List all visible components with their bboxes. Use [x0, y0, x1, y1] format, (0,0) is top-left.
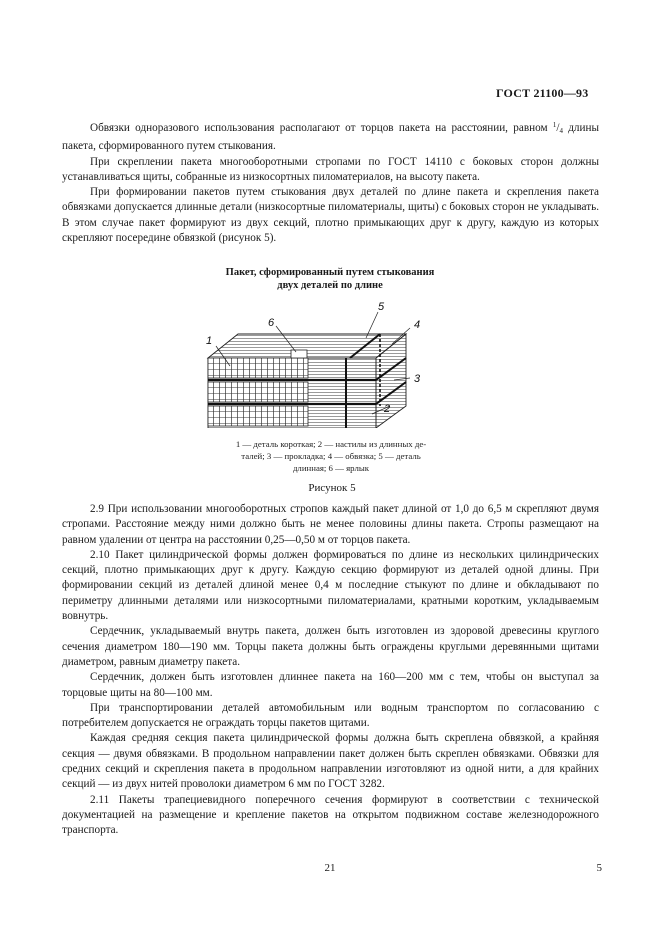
- paragraph-core-length: Сердечник, должен быть изготовлен длиннее пакета на 160—200 мм с тем, чтобы он выступал за торцовые щиты на 80—100 мм.: [62, 671, 599, 699]
- figure-title-line: двух деталей по длине: [277, 280, 383, 291]
- paragraph-core: Сердечник, укладываемый внутрь пакета, должен быть изготовлен из здоровой древесины круглого сечения диаметром 180—190 мм. Торцы пакета должны быть ограждены круглыми деревянными щитами диаметром, равным диаметру пакета.: [62, 625, 599, 668]
- paragraph-reusable-slings: При скреплении пакета многооборотными стропами по ГОСТ 14110 с боковых сторон должны устанавливаться щиты, собранные из низкосортных пиломатериалов, на высоту пакета.: [62, 155, 599, 183]
- callout-1: 1: [206, 335, 213, 347]
- section-before-figure: [62, 118, 599, 246]
- end-face-tier-1: [208, 358, 308, 378]
- end-face-tier-3: [208, 406, 308, 426]
- callout-4: 4: [414, 319, 421, 331]
- figure-legend: [196, 438, 466, 474]
- paragraph-tie-placement: [62, 118, 599, 155]
- paragraph-two-section-package: При формировании пакетов путем стыкования двух деталей по длине пакета и скрепления пакета обвязками допускается длинные детали (низкосортные пиломатериалы, щиты) с боковых сторон не укладывать. В этом случае пакет формируют из двух секций, плотно примыкающих друг к другу, каждую из которых скрепляют посередине обвязкой (рисунок 5).: [62, 186, 599, 245]
- figure-title-line: Пакет, сформированный путем стыкования: [225, 267, 435, 278]
- sheet-number: 5: [596, 862, 602, 874]
- paragraph-text: длины пакета, сформированного путем стыкования.: [62, 122, 600, 153]
- paragraph-section-ties: Каждая средняя секция пакета цилиндрической формы должна быть скреплена обвязкой, а крайняя секция — двумя обвязками. В продольном направлении пакет должен быть скреплен обвязками. Обвязки для средних секций и скрепления пакета в продольном направлении изготовляют из одной нити, а для крайних секций — из двух нитей проволоки диаметром 6 мм по ГОСТ 3282.: [62, 732, 599, 791]
- fraction-slash: /: [556, 122, 560, 134]
- paragraph-text: Обвязки одноразового использования располагают от торцов пакета на расстоянии, равном: [90, 122, 553, 134]
- paragraph-transport: При транспортировании деталей автомобильным или водным транспортом по согласованию с потребителем допускается не ограждать торцы пакетов щитами.: [62, 701, 599, 730]
- figure-title: [150, 266, 510, 292]
- figure-caption: Рисунок 5: [308, 482, 356, 494]
- callout-2: 2: [384, 403, 391, 415]
- label-tag: [291, 350, 307, 358]
- page-number: 21: [324, 862, 336, 874]
- package-drawing: [208, 334, 406, 428]
- fraction-numerator: 1: [552, 121, 557, 129]
- paragraph-2-10: 2.10 Пакет цилиндрической формы должен формироваться по длине из нескольких цилиндрических секций, плотно примыкающих друг к другу. Каждую секцию формируют из деталей одной длины. При формировании секций из деталей длиной менее 0,4 м последние стыкуют по длине и обкладывают по периметру длинными деталями или низкосортными пиломатериалами, кратными коротким, укладываемым вовнутрь.: [62, 548, 599, 623]
- legend-line: талей; 3 — прокладка; 4 — обвязка; 5 — деталь: [241, 451, 421, 461]
- legend-line: 1 — деталь короткая; 2 — настилы из длинных де-: [235, 439, 427, 449]
- fraction-denominator: 4: [559, 127, 563, 135]
- document-header: ГОСТ 21100—93: [496, 86, 589, 100]
- callout-6: 6: [268, 317, 275, 329]
- section-after-figure: [62, 502, 599, 839]
- callout-3: 3: [414, 373, 421, 385]
- paragraph-2-11: 2.11 Пакеты трапециевидного поперечного сечения формируют в соответствии с технической документацией на размещение и крепление пакетов на открытом подвижном составе железнодорожного транспорта.: [62, 793, 599, 837]
- legend-line: длинная; 6 — ярлык: [292, 463, 370, 473]
- lumber-package-figure: [196, 298, 426, 428]
- callout-5: 5: [378, 301, 385, 313]
- end-face-tier-2: [208, 382, 308, 402]
- paragraph-2-9: 2.9 При использовании многооборотных стропов каждый пакет длиной от 1,0 до 6,5 м скрепляют двумя стропами. Расстояние между ними должно быть не менее половины длины пакета. Стропы размещают на равном удалении от центра на расстоянии 0,25—0,50 м от торцов пакета.: [62, 503, 599, 546]
